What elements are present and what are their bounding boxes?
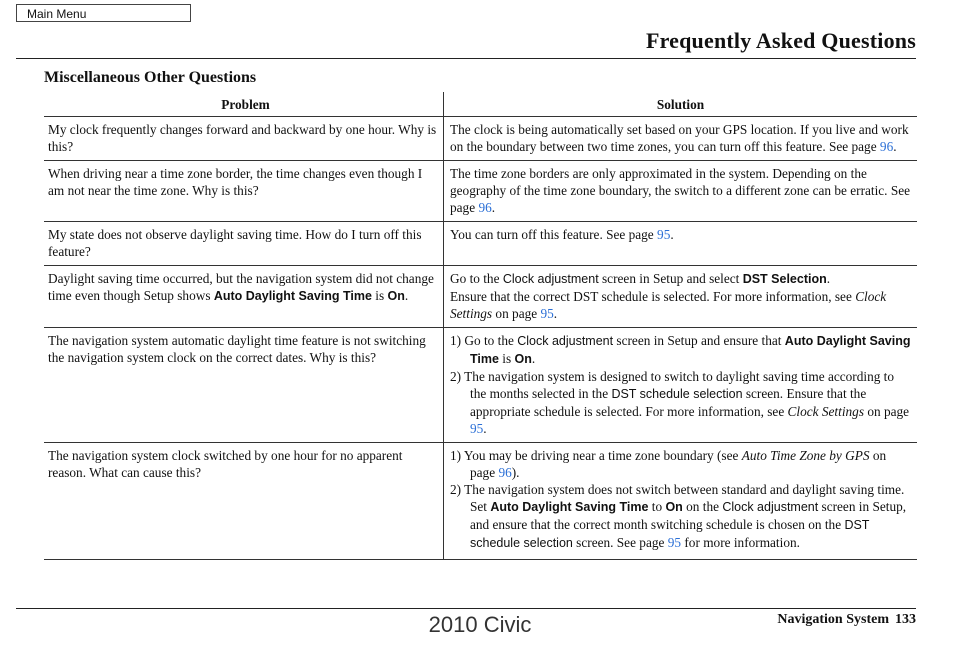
footer-section-name: Navigation System [777, 612, 889, 627]
screen-name: DST schedule selection [470, 518, 870, 550]
problem-cell: My state does not observe daylight saving time. How do I turn off this feature? [44, 222, 444, 266]
page-link[interactable]: 96 [498, 465, 512, 480]
list-item: 2) The navigation system does not switch between standard and daylight saving time. Set Auto Daylight Saving Time to On on the Clock adjustment screen in Setup, and ensure that the correct month switching schedule is chosen on the DST schedule selection screen. See page 95 for more information. [450, 482, 907, 550]
solution-cell: The time zone borders are only approximated in the system. Depending on the geography of the time zone boundary, the switch to a different zone can be erratic. See page 96. [444, 161, 918, 222]
setting-value: On [665, 500, 683, 514]
solution-list [450, 447, 913, 552]
setting-term: DST Selection [742, 272, 827, 286]
table-row [44, 328, 917, 443]
column-header-problem: Problem [44, 92, 444, 117]
table-row [44, 161, 917, 222]
problem-cell: Daylight saving time occurred, but the navigation system did not change time even though Setup shows Auto Daylight Saving Time is On. [44, 266, 444, 328]
solution-list [450, 332, 913, 437]
page-link[interactable]: 96 [478, 200, 492, 215]
table-row [44, 222, 917, 266]
setting-term: Auto Daylight Saving Time [213, 289, 372, 303]
page-title: Frequently Asked Questions [645, 28, 916, 53]
list-item: 1) You may be driving near a time zone boundary (see Auto Time Zone by GPS on page 96). [450, 448, 887, 480]
footer-divider [16, 608, 916, 609]
section-reference: Clock Settings [450, 289, 887, 321]
table-header-row [44, 92, 917, 117]
problem-cell: My clock frequently changes forward and backward by one hour. Why is this? [44, 117, 444, 161]
problem-cell: The navigation system automatic daylight time feature is not switching the navigation system clock on the correct dates. Why is this? [44, 328, 444, 443]
solution-cell: Go to the Clock adjustment screen in Setup and select DST Selection. Ensure that the correct DST schedule is selected. For more information, see Clock Settings on page 95. [444, 266, 918, 328]
title-divider [16, 58, 916, 59]
setting-value: On [514, 352, 532, 366]
list-item: 1) Go to the Clock adjustment screen in Setup and ensure that Auto Daylight Saving Time is On. [450, 333, 911, 366]
column-header-solution: Solution [444, 92, 918, 117]
solution-cell: The clock is being automatically set based on your GPS location. If you live and work on the boundary between two time zones, you can turn off this feature. See page 96. [444, 117, 918, 161]
table-row [44, 266, 917, 328]
section-reference: Clock Settings [787, 404, 864, 419]
screen-name: Clock adjustment [722, 500, 819, 514]
page-link[interactable]: 95 [540, 306, 554, 321]
screen-name: DST schedule selection [611, 387, 743, 401]
page-number: 133 [895, 612, 916, 627]
page-link[interactable]: 95 [667, 535, 682, 550]
list-item: 2) The navigation system is designed to switch to daylight saving time according to the months selected in the DST schedule selection screen. Ensure that the appropriate schedule is selected. For more information, see Clock Settings on page 95. [450, 369, 910, 436]
faq-table [44, 92, 917, 560]
page-link[interactable]: 95 [470, 421, 484, 436]
screen-name: Clock adjustment [517, 334, 614, 348]
problem-cell: The navigation system clock switched by one hour for no apparent reason. What can cause this? [44, 443, 444, 560]
setting-term: Auto Daylight Saving Time [490, 500, 649, 514]
table-row [44, 117, 917, 161]
main-menu-button[interactable]: Main Menu [16, 4, 191, 22]
page-link[interactable]: 95 [657, 227, 671, 242]
screen-name: Clock adjustment [502, 272, 599, 286]
solution-cell [444, 443, 918, 560]
watermark: 2010 Civic [428, 612, 532, 637]
section-reference: Auto Time Zone by GPS [741, 448, 870, 463]
setting-value: On [387, 289, 405, 303]
solution-cell: You can turn off this feature. See page 95. [444, 222, 918, 266]
problem-cell: When driving near a time zone border, the time changes even though I am not near the time zone. Why is this? [44, 161, 444, 222]
solution-cell [444, 328, 918, 443]
page-link[interactable]: 96 [879, 139, 894, 154]
section-title: Miscellaneous Other Questions [44, 69, 257, 86]
setting-term: Auto Daylight Saving Time [470, 334, 911, 366]
table-row [44, 443, 917, 560]
